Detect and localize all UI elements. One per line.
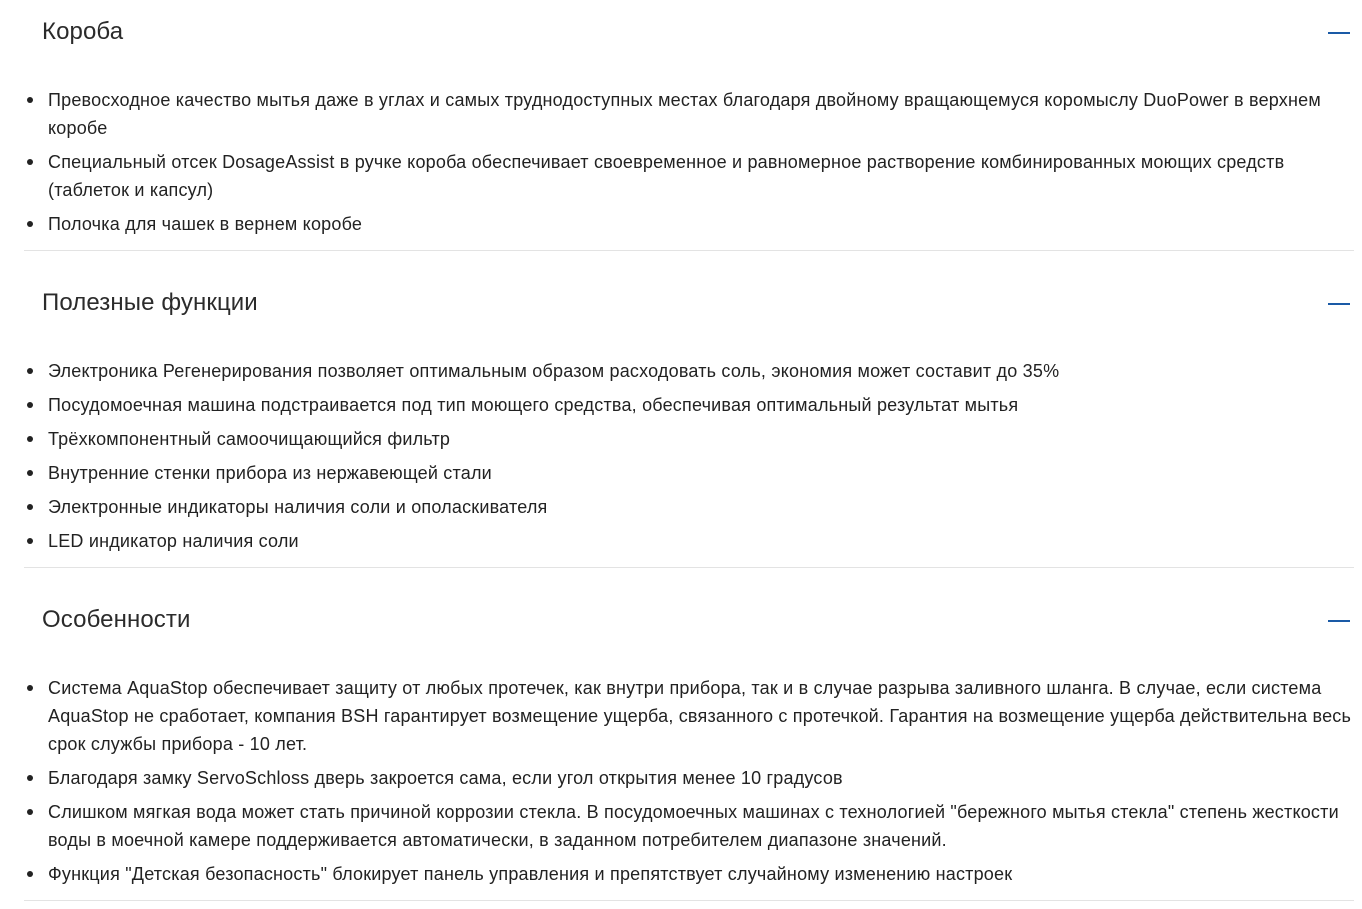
bullet-icon (27, 809, 33, 815)
list-item (24, 86, 1354, 142)
list-item-text: Функция "Детская безопасность" блокирует панель управления и препятствует случайному изменению настроек (48, 864, 1013, 884)
list-item-text: Превосходное качество мытья даже в углах и самых труднодоступных местах благодаря двойному вращающемуся коромыслу DuoPower в верхнем коробе (48, 90, 1321, 138)
bullet-icon (27, 159, 33, 165)
bullet-icon (27, 402, 33, 408)
bullet-icon (27, 871, 33, 877)
minus-icon[interactable] (1328, 32, 1350, 34)
bullet-icon (27, 368, 33, 374)
list-item (24, 798, 1354, 854)
accordion-body (24, 337, 1354, 555)
list-item (24, 357, 1354, 385)
accordion-section-useful-functions (24, 271, 1354, 568)
list-item (24, 391, 1354, 419)
list-item-text: Внутренние стенки прибора из нержавеющей стали (48, 463, 492, 483)
list-item-text: Система AquaStop обеспечивает защиту от любых протечек, как внутри прибора, так и в случае разрыва заливного шланга. В случае, если система AquaStop не сработает, компания BSH гарантирует возмещение ущерба, связанного с протечкой. Гарантия на возмещение ущерба действительна весь срок службы прибора - 10 лет. (48, 678, 1352, 754)
bullet-icon (27, 685, 33, 691)
bullet-icon (27, 221, 33, 227)
bullet-icon (27, 436, 33, 442)
feature-list (24, 357, 1354, 555)
list-item-text: Специальный отсек DosageAssist в ручке короба обеспечивает своевременное и равномерное растворение комбинированных моющих средств (таблеток и капсул) (48, 152, 1285, 200)
minus-icon[interactable] (1328, 620, 1350, 622)
list-item (24, 764, 1354, 792)
list-item-text: Слишком мягкая вода может стать причиной коррозии стекла. В посудомоечных машинах с технологией "бережного мытья стекла" степень жесткости воды в моечной камере поддерживается автоматически, в заданном потребителем диапазоне значений. (48, 802, 1339, 850)
minus-icon[interactable] (1328, 303, 1350, 305)
section-title: Особенности (42, 606, 191, 633)
list-item-text: LED индикатор наличия соли (48, 531, 299, 551)
list-item (24, 459, 1354, 487)
list-item-text: Посудомоечная машина подстраивается под тип моющего средства, обеспечивая оптимальный результат мытья (48, 395, 1019, 415)
bullet-icon (27, 97, 33, 103)
accordion-header-features[interactable] (24, 588, 1354, 654)
bullet-icon (27, 538, 33, 544)
list-item-text: Электроника Регенерирования позволяет оптимальным образом расходовать соль, экономия может составит до 35% (48, 361, 1060, 381)
list-item (24, 148, 1354, 204)
accordion-section-boxes (24, 0, 1354, 251)
list-item-text: Полочка для чашек в вернем коробе (48, 214, 363, 234)
list-item (24, 674, 1354, 758)
section-title: Короба (42, 18, 124, 45)
feature-list (24, 86, 1354, 238)
list-item (24, 527, 1354, 555)
list-item (24, 425, 1354, 453)
list-item-text: Трёхкомпонентный самоочищающийся фильтр (48, 429, 451, 449)
accordion-body (24, 654, 1354, 888)
list-item (24, 210, 1354, 238)
bullet-icon (27, 504, 33, 510)
feature-list (24, 674, 1354, 888)
section-title: Полезные функции (42, 289, 258, 316)
accordion-header-boxes[interactable] (24, 0, 1354, 66)
list-item-text: Благодаря замку ServoSchloss дверь закроется сама, если угол открытия менее 10 градусов (48, 768, 843, 788)
list-item (24, 860, 1354, 888)
accordion-section-features (24, 588, 1354, 901)
accordion-header-useful-functions[interactable] (24, 271, 1354, 337)
list-item-text: Электронные индикаторы наличия соли и ополаскивателя (48, 497, 548, 517)
accordion-body (24, 66, 1354, 238)
bullet-icon (27, 470, 33, 476)
list-item (24, 493, 1354, 521)
bullet-icon (27, 775, 33, 781)
